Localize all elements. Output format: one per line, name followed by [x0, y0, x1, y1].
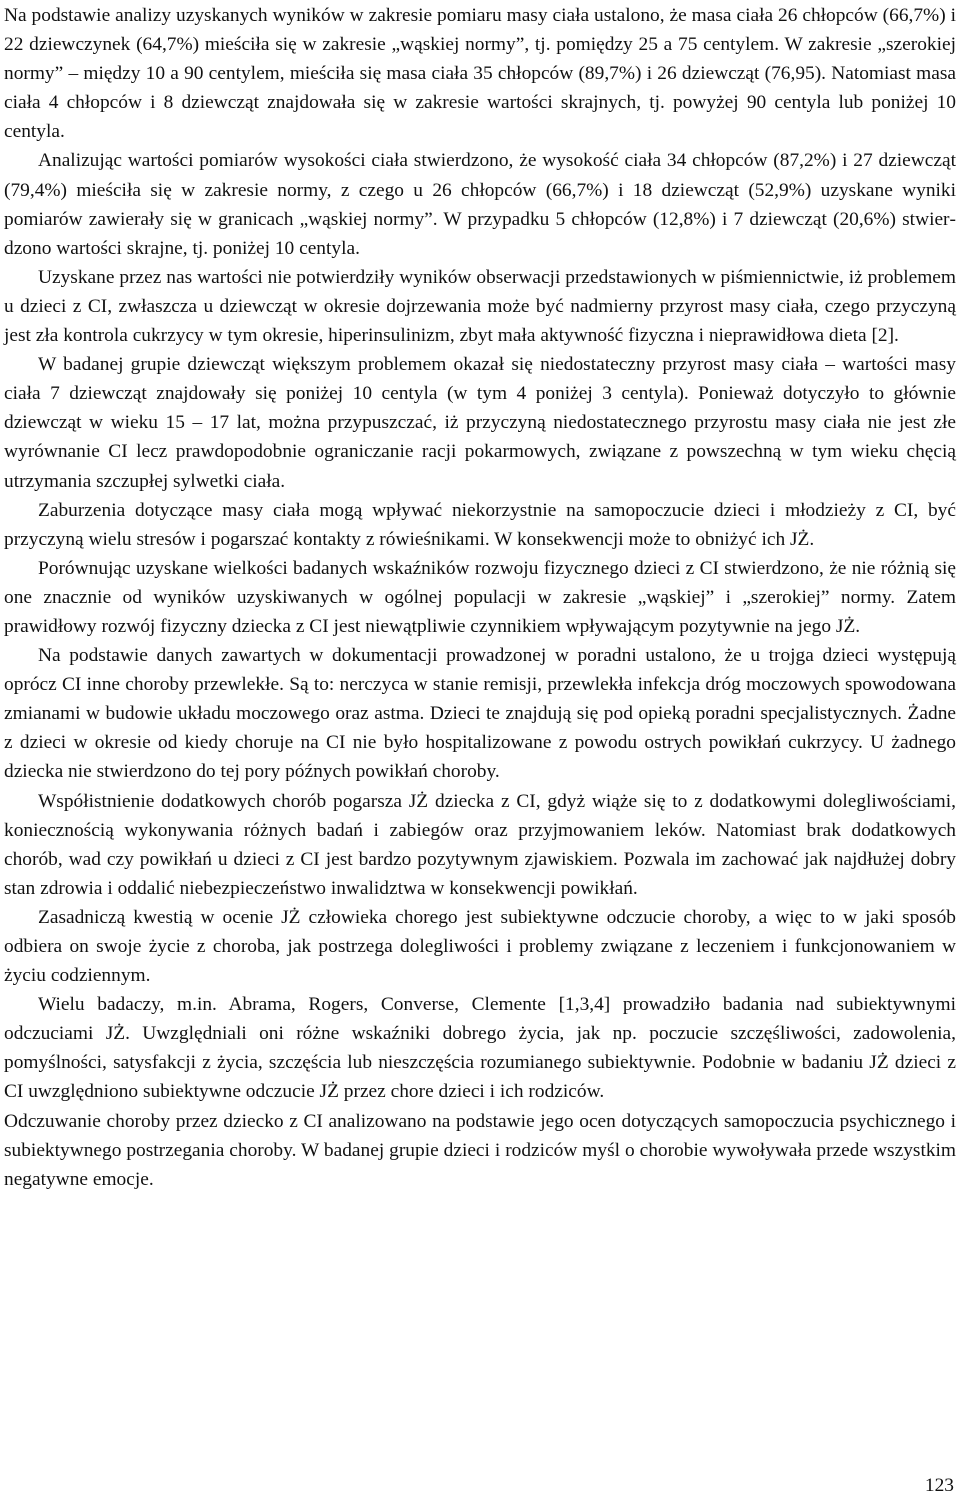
paragraph-disease-perception: Odczuwanie choroby przez dziecko z CI analizowano na podstawie jego ocen dotyczących samopoczucia psychicznego i subiektywnego postrzegania choroby. W badanej grupie dzieci i rodziców myśl o chorobie wywoływała przede wszystkim negatywne emocje. — [4, 1110, 956, 1190]
paragraph-comorbidities: Współistnienie dodatkowych chorób pogarsza JŻ dziecka z CI, gdyż wiąże się to z dodatkowymi dolegliwościami, koniecznością wykonywania różnych badań i zabiegów oraz przyjmowaniem leków. Natomiast brak dodatkowych chorób, wad czy powikłań u dzieci z CI jest bardzo pozytywnym zjawiskiem. Pozwala im zachować jak najdłużej dobry stan zdrowia i oddalić niebezpieczeństwo inwalidztwa w konsekwencji powikłań. — [4, 790, 956, 899]
paragraph-height-analysis: Analizując wartości pomiarów wysokości ciała stwierdzono, że wysokość ciała 34 chłopców (87,2%) i 27 dziewcząt (79,4%) mieściła się w zakresie normy, z czego u 26 chłopców (66,7%) i 18 dziewcząt (52,9%) uzyskane wyniki pomiarów zawierały się w granicach „wąskiej normy”. W przypadku 5 chłopców (12,8%) i 7 dziewcząt (20,6%) stwierdzono wartości skrajne, tj. poniżej 10 centyla. — [4, 150, 956, 259]
paragraph-literature-comparison: Uzyskane przez nas wartości nie potwierdziły wyników obserwacji przedstawionych w piśmiennictwie, iż problemem u dzieci z CI, zwłaszcza u dziewcząt w okresie dojrzewania może być nadmierny przyrost masy ciała, czego przyczyną jest zła kontrola cukrzycy w tym okresie, hiperinsulinizm, zbyt mała aktywność fizyczna i nieprawidłowa dieta [2]. — [4, 266, 956, 347]
document-page — [4, 0, 956, 1194]
page-number: 123 — [924, 1475, 954, 1496]
paragraph-researchers: Wielu badaczy, m.in. Abrama, Rogers, Converse, Clemente [1,3,4] prowadziło badania nad subiektywnymi odczuciami JŻ. Uwzględniali oni różne wskaźniki dobrego życia, jak np. poczucie szczęśliwości, zadowolenia, pomyślności, satysfakcji z życia, szczęścia lub nieszczęścia rozumianego subiektywnie. Podobnie w badaniu JŻ dzieci z CI uwzględniono subiektywne odczucie JŻ przez chore dzieci i ich rodziców. — [4, 994, 956, 1103]
paragraph-chronic-diseases: Na podstawie danych zawartych w dokumentacji prowadzonej w poradni ustalono, że u trojga dzieci występują oprócz CI inne choroby przewlekłe. Są to: nerczyca w stanie remisji, przewlekła infekcja dróg moczowych spowodowana zmianami w budowie układu moczowego oraz astma. Dzieci te znajdują się pod opieką poradni specjalistycznych. Żadne z dzieci w okresie od kiedy choruje na CI nie było hospitalizowane z powodu ostrych powikłań cukrzycy. U żadnego dziecka nie stwierdzono do tej pory późnych powikłań choroby. — [4, 645, 956, 783]
paragraph-subjective-perception: Zasadniczą kwestią w ocenie JŻ człowieka chorego jest subiektywne odczucie choroby, a więc to w jaki sposób odbiera on swoje życie z choroba, jak postrzega dolegliwości i problemy związane z leczeniem i funkcjonowaniem w życiu codziennym. — [4, 906, 956, 987]
paragraph-weight-analysis: Na podstawie analizy uzyskanych wyników w zakresie pomiaru masy ciała ustalono, że masa ciała 26 chłopców (66,7%) i 22 dziewczynek (64,7%) mieściła się w zakresie „wąskiej normy”, tj. pomiędzy 25 a 75 centylem. W zakresie „szerokiej normy” – między 10 a 90 centylem, mieściła się masa ciała 35 chłopców (89,7%) i 26 dziewcząt (76,95). Natomiast masa ciała 4 chłopców i 8 dziewcząt znajdowała się w zakresie wartości skrajnych, tj. powyżej 90 centyla lub poniżej 10 centyla. — [4, 5, 956, 143]
paragraph-physical-development: Porównując uzyskane wielkości badanych wskaźników rozwoju fizycznego dzieci z CI stwierdzono, że nie różnią się one znacznie od wyników uzyskiwanych w ogólnej populacji w zakresie „wąskiej” i „szerokiej” normy. Zatem prawidłowy rozwój fizyczny dziecka z CI jest niewątpliwie czynnikiem wpływającym pozytywnie na jego JŻ. — [4, 557, 956, 637]
paragraph-weight-disorders: Zaburzenia dotyczące masy ciała mogą wpływać niekorzystnie na samopoczucie dzieci i młodzieży z CI, być przyczyną wielu stresów i pogarszać kontakty z rówieśnikami. W konsekwencji może to obniżyć ich JŻ. — [4, 499, 956, 550]
paragraph-girls-weight-gain: W badanej grupie dziewcząt większym problemem okazał się niedostateczny przyrost masy ciała – wartości masy ciała 7 dziewcząt znajdowały się poniżej 10 centyla (w tym 4 poniżej 3 centyla). Ponieważ dotyczyło to głównie dziewcząt w wieku 15 – 17 lat, można przypuszczać, iż przyczyną niedostatecznego przyrostu masy ciała nie jest złe wyrównanie CI lecz prawdopodobnie ograniczanie racji pokarmowych, związane z powszechną w tym wieku chęcią utrzymania szczupłej sylwetki ciała. — [4, 354, 956, 492]
